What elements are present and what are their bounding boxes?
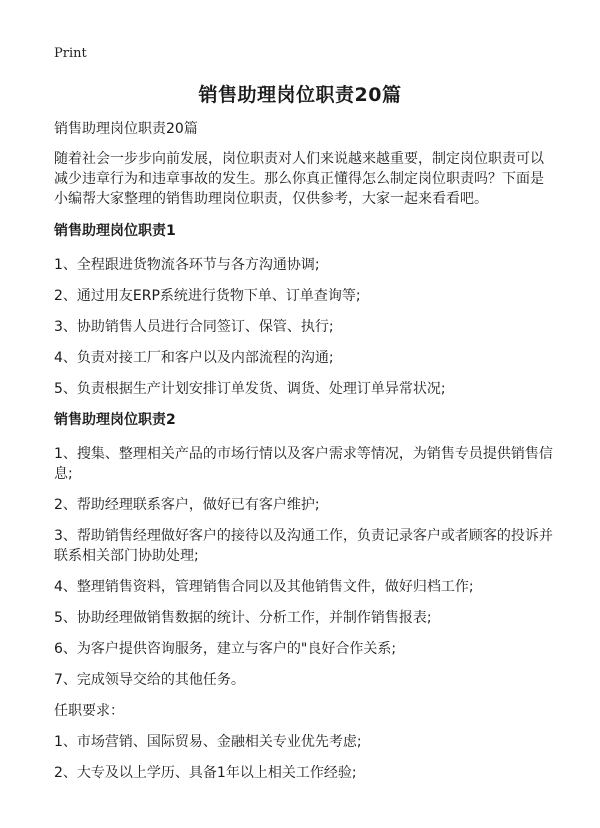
list-item: 2、大专及以上学历、具备1年以上相关工作经验; <box>54 765 357 781</box>
list-item: 1、市场营销、国际贸易、金融相关专业优先考虑; <box>54 734 362 750</box>
list-item: 3、帮助销售经理做好客户的接待以及沟通工作，负责记录客户或者顾客的投诉并联系相关部门协助处理; <box>54 528 553 564</box>
section-heading-2: 销售助理岗位职责2 <box>54 412 176 428</box>
document-title: 销售助理岗位职责20篇 <box>198 84 402 106</box>
list-item: 2、帮助经理联系客户，做好已有客户维护; <box>54 497 320 513</box>
document-subtitle: 销售助理岗位职责20篇 <box>54 121 198 137</box>
list-item: 5、负责根据生产计划安排订单发货、调货、处理订单异常状况; <box>54 381 446 397</box>
duties-list-1 <box>54 255 554 399</box>
list-item: 3、协助销售人员进行合同签订、保管、执行; <box>54 319 334 335</box>
document-body <box>54 119 554 794</box>
list-item: 1、搜集、整理相关产品的市场行情以及客户需求等情况，为销售专员提供销售信息; <box>54 446 553 482</box>
list-item: 4、整理销售资料，管理销售合同以及其他销售文件，做好归档工作; <box>54 579 474 595</box>
list-item: 6、为客户提供咨询服务，建立与客户的"良好合作关系; <box>54 641 397 657</box>
list-item: 1、全程跟进货物流各环节与各方沟通协调; <box>54 257 320 273</box>
list-item: 2、通过用友ERP系统进行货物下单、订单查询等; <box>54 288 361 304</box>
requirements-label: 任职要求： <box>54 703 124 719</box>
list-item: 5、协助经理做销售数据的统计、分析工作，并制作销售报表; <box>54 610 432 626</box>
requirements-list <box>54 732 554 783</box>
list-item: 7、完成领导交给的其他任务。 <box>54 672 245 688</box>
list-item: 4、负责对接工厂和客户以及内部流程的沟通; <box>54 350 334 366</box>
intro-paragraph: 随着社会一步步向前发展，岗位职责对人们来说越来越重要，制定岗位职责可以减少违章行为和违章事故的发生。那么你真正懂得怎么制定岗位职责吗？下面是小编帮大家整理的销售助理岗位职责，仅供参考，大家一起来看看吧。 <box>54 151 544 207</box>
section-heading-1: 销售助理岗位职责1 <box>54 223 176 239</box>
duties-list-2 <box>54 444 554 690</box>
print-label: Print <box>54 46 87 61</box>
